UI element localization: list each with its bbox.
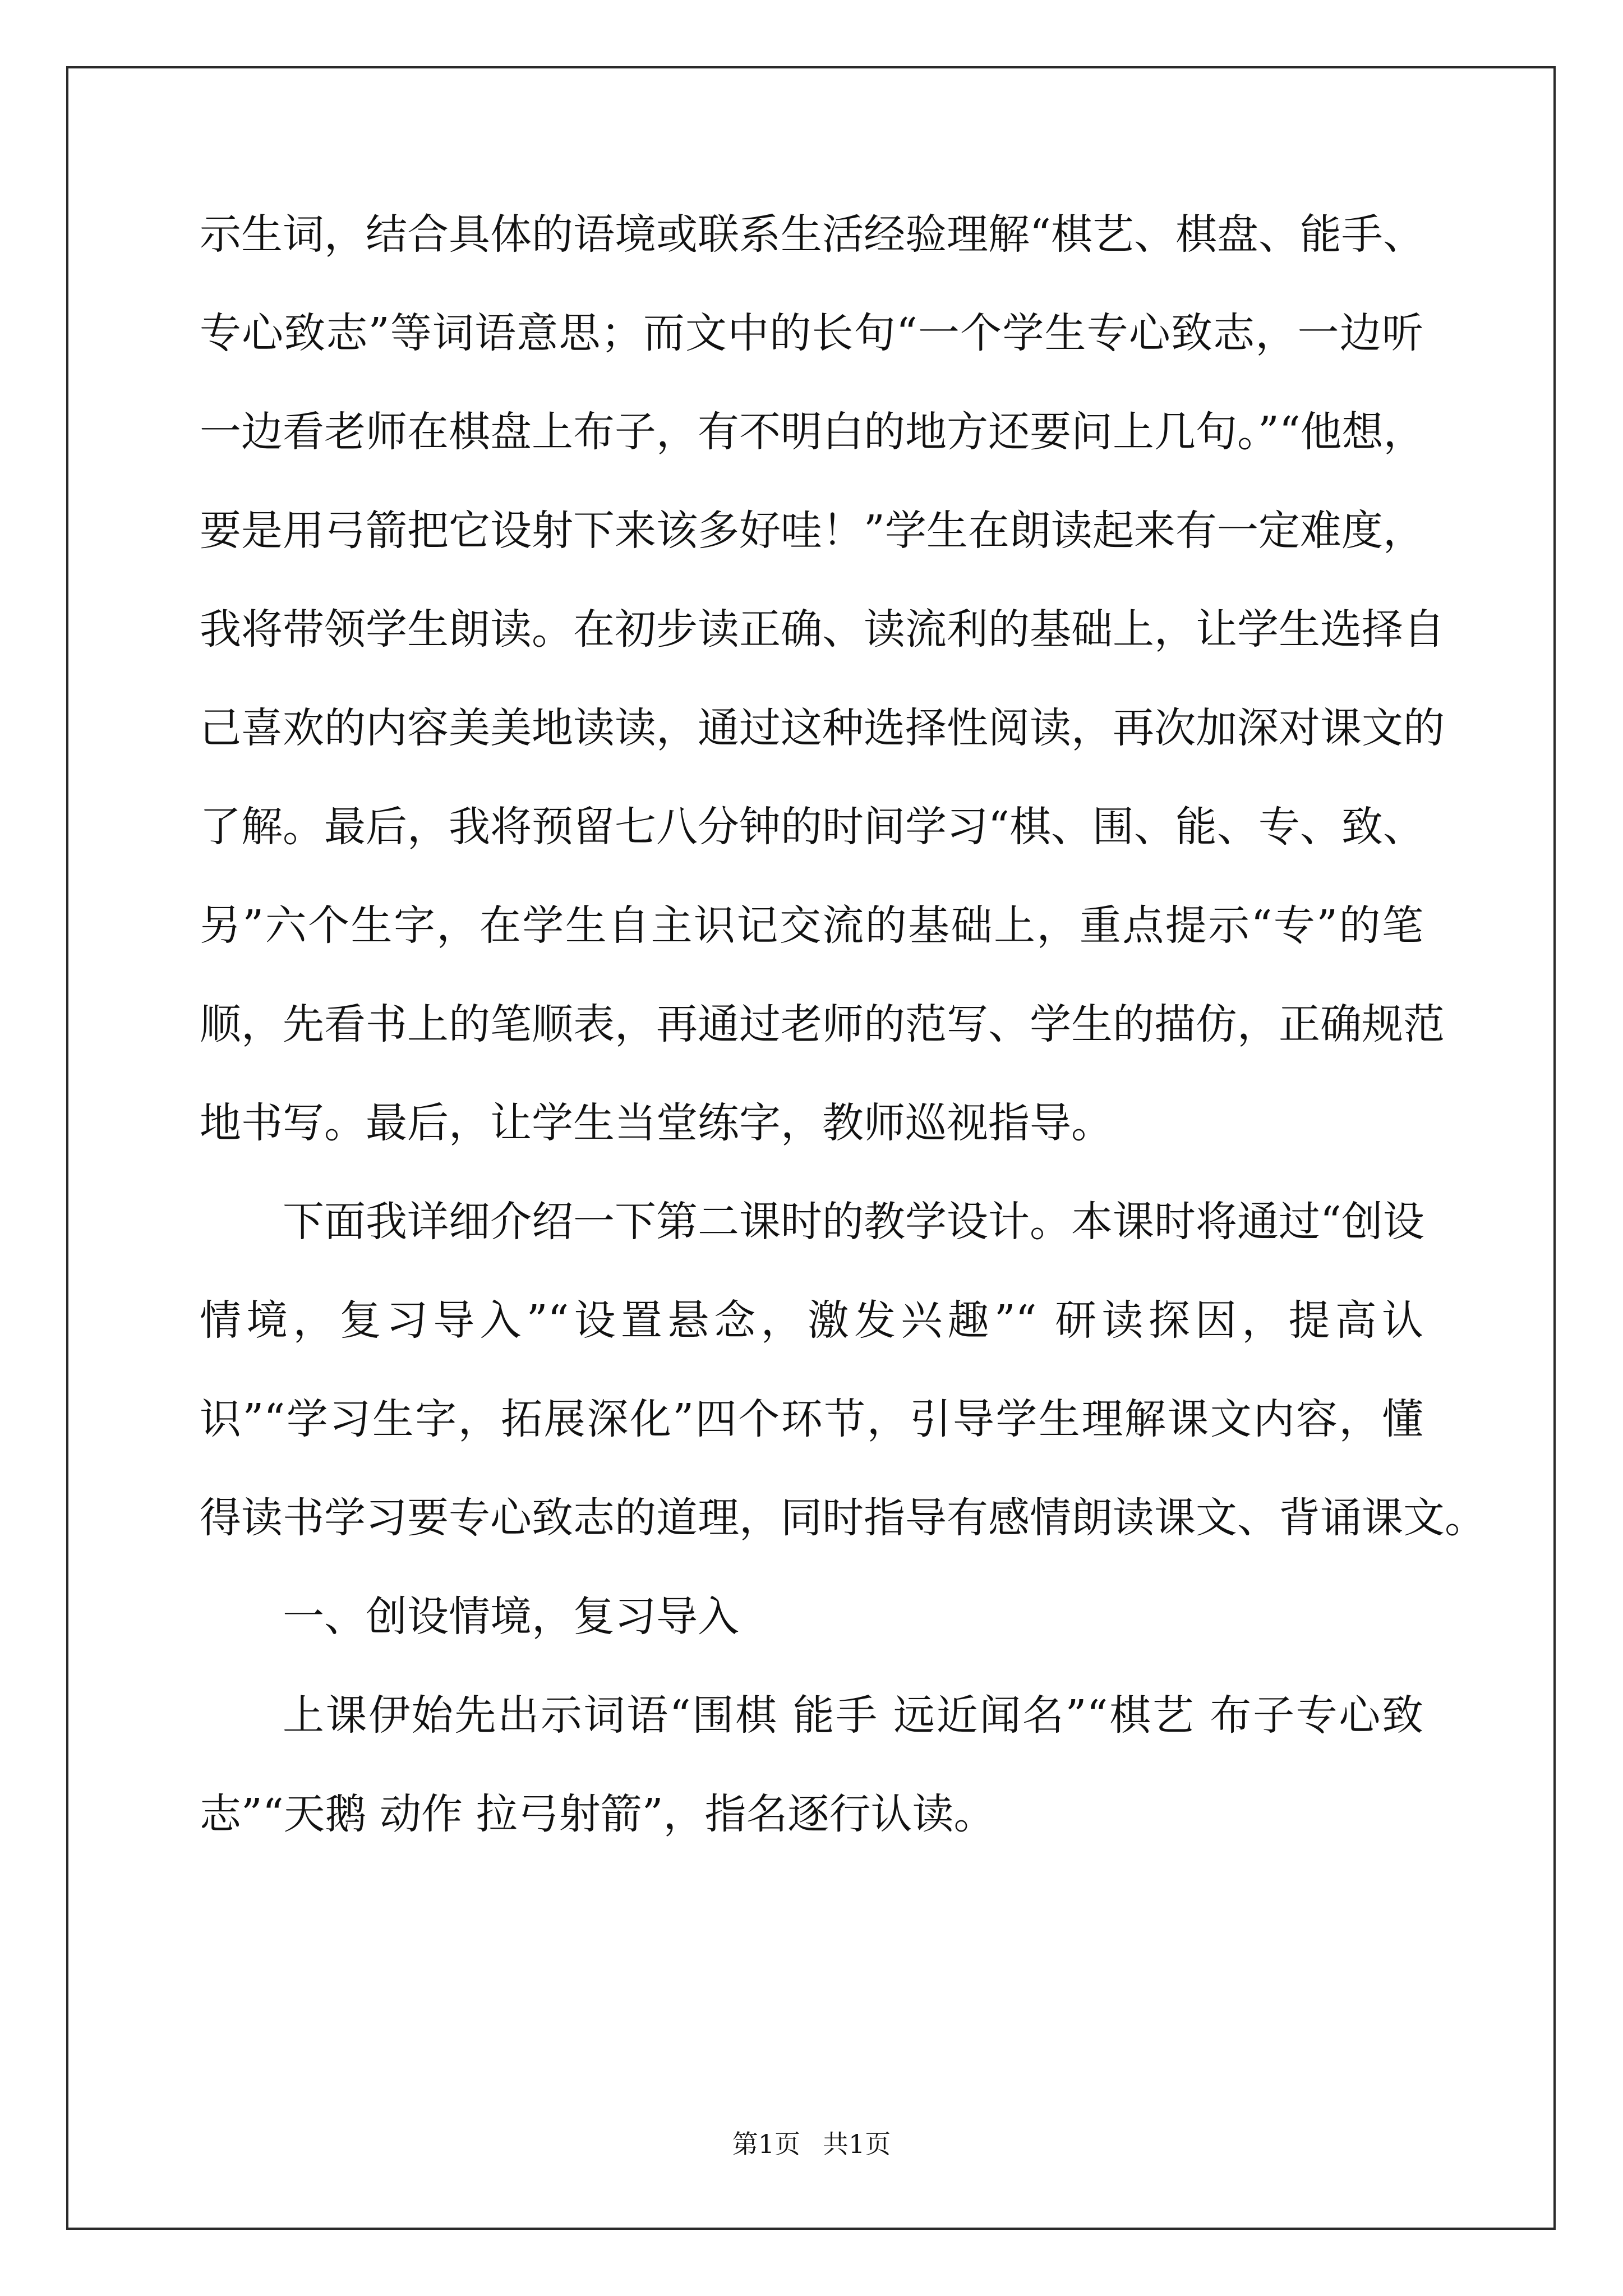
- document-body: [200, 206, 1486, 1885]
- section-heading: 一、创设情境，复习导入: [283, 1593, 739, 1641]
- text-line: 专心致志”等词语意思；而文中的长句“一个学生专心致志，一边听: [200, 309, 1423, 357]
- text-line: 一边看老师在棋盘上布子，有不明白的地方还要问上几句。”“他想，: [200, 408, 1425, 456]
- page-count: 共1页: [823, 2129, 891, 2159]
- text-line: 要是用弓箭把它设射下来该多好哇！”学生在朗读起来有一定难度，: [200, 507, 1424, 555]
- text-line: 顺，先看书上的笔顺表，再通过老师的范写、学生的描仿，正确规范: [200, 1000, 1445, 1048]
- text-line: 示生词，结合具体的语境或联系生活经验理解“棋艺、棋盘、能手、: [200, 210, 1424, 259]
- text-line: 情境，复习导入”“设置悬念，激发兴趣”“ 研读探因，提高认: [200, 1296, 1423, 1345]
- text-line: 得读书学习要专心致志的道理，同时指导有感情朗读课文、背诵课文。: [200, 1494, 1486, 1542]
- text-line: 识”“学习生字，拓展深化”四个环节，引导学生理解课文内容，懂: [200, 1395, 1423, 1443]
- text-line: 了解。最后，我将预留七八分钟的时间学习“棋、围、能、专、致、: [200, 803, 1424, 851]
- text-line: 下面我详细介绍一下第二课时的教学设计。本课时将通过“创设: [283, 1198, 1424, 1246]
- text-line: 志”“天鹅 动作 拉弓射箭”，指名逐行认读。: [200, 1790, 995, 1838]
- text-line: 我将带领学生朗读。在初步读正确、读流利的基础上，让学生选择自: [200, 605, 1445, 654]
- text-line: 己喜欢的内容美美地读读，通过这种选择性阅读，再次加深对课文的: [200, 704, 1445, 752]
- text-line: 地书写。最后，让学生当堂练字，教师巡视指导。: [200, 1099, 1113, 1147]
- page-number: 第1页: [732, 2129, 800, 2159]
- text-line: 另”六个生字，在学生自主识记交流的基础上，重点提示“专”的笔: [200, 901, 1423, 950]
- text-line: 上课伊始先出示词语“围棋 能手 远近闻名”“棋艺 布子专心致: [283, 1691, 1423, 1740]
- page-footer: [0, 2127, 1623, 2161]
